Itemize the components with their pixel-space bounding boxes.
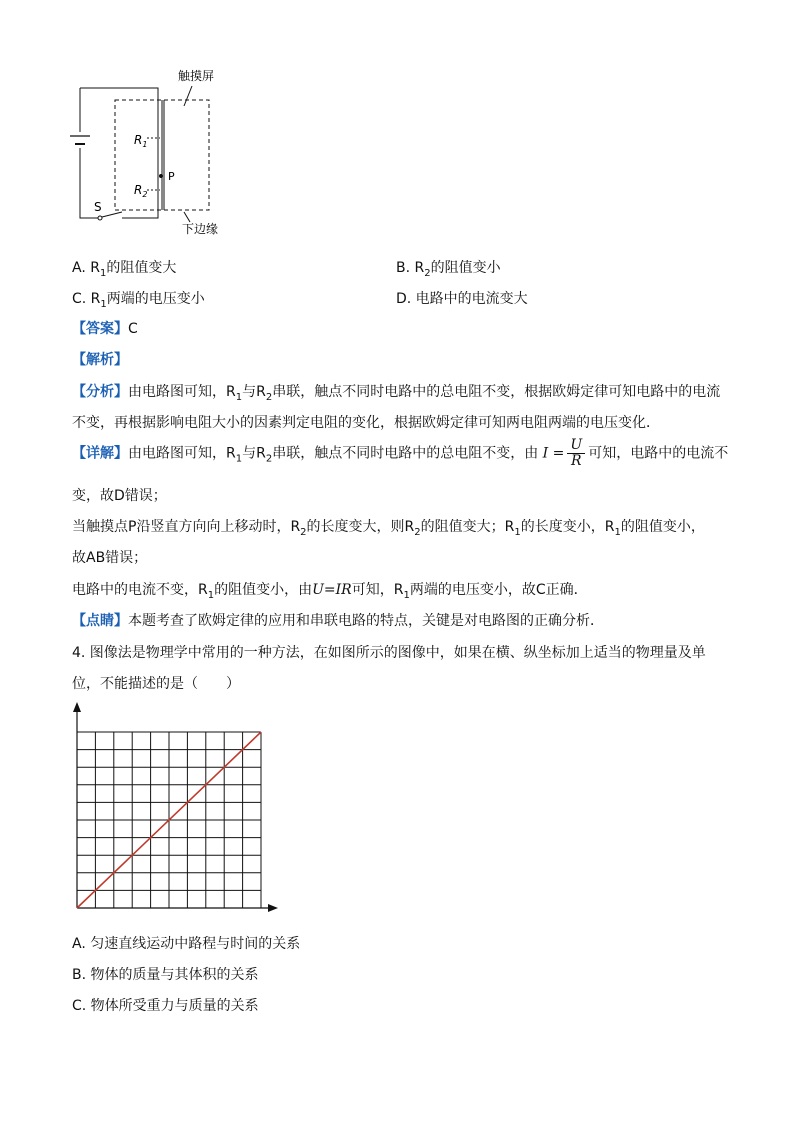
bottom-edge-label: 下边缘 xyxy=(182,222,219,236)
touch-screen-label: 触摸屏 xyxy=(178,69,215,83)
fenxi-line-2: 不变，再根据影响电阻大小的因素判定电阻的变化，根据欧姆定律可知两电阻两端的电压变化． xyxy=(72,415,660,431)
q4-stem-line-2: 位，不能描述的是（ ） xyxy=(72,676,240,692)
switch-label: S xyxy=(94,200,102,214)
answer-value: C xyxy=(128,321,138,337)
q4-option-b[interactable]: B. 物体的质量与其体积的关系 xyxy=(72,967,259,983)
r1-label: $R_1$ xyxy=(134,133,148,149)
dianjing-line: 【点睛】本题考查了欧姆定律的应用和串联电路的特点，关键是对电路图的正确分析． xyxy=(72,613,604,629)
q4-option-a[interactable]: A. 匀速直线运动中路程与时间的关系 xyxy=(72,936,301,952)
option-b[interactable]: B. $R_2$的阻值变小 xyxy=(396,260,501,279)
contact-point-icon xyxy=(159,174,163,178)
xiangjie-line-5: 电路中的电流不变，$R_1$的阻值变小，由U=IR可知，$R_1$两端的电压变小，故C正确． xyxy=(72,582,588,601)
x-axis-arrow-icon xyxy=(268,904,278,912)
switch-blade xyxy=(102,212,122,217)
q4-graph xyxy=(64,700,284,922)
fenxi-line-1: 【分析】由电路图可知，$R_1$与$R_2$串联，触点不同时电路中的总电阻不变，根据欧姆定律可知电路中的电流 xyxy=(72,384,721,403)
option-d[interactable]: D. 电路中的电流变大 xyxy=(396,291,528,307)
circuit-diagram xyxy=(60,66,280,241)
xiangjie-line-4: 故AB错误； xyxy=(72,550,148,566)
answer-line xyxy=(72,318,138,338)
analysis-heading: 【解析】 xyxy=(72,352,128,368)
xiangjie-line-3: 当触摸点P沿竖直方向向上移动时，$R_2$的长度变大，则$R_2$的阻值变大；$R_1$的长度变小，$R_1$的阻值变小， xyxy=(72,519,705,538)
formula-lhs: I = xyxy=(542,445,565,462)
q4-option-c[interactable]: C. 物体所受重力与质量的关系 xyxy=(72,998,259,1014)
option-c[interactable]: C. $R_1$两端的电压变小 xyxy=(72,291,205,310)
touch-screen-pointer xyxy=(184,86,192,106)
answer-tag: 【答案】 xyxy=(72,321,128,337)
p-label: P xyxy=(168,170,175,183)
ohm-fraction: $\frac{U}{R}$ xyxy=(567,438,585,469)
xiangjie-line-2: 变，故D错误； xyxy=(72,488,167,504)
xiangjie-line-1: 【详解】由电路图可知，$R_1$与$R_2$串联，触点不同时电路中的总电阻不变，由 I = $\frac{U}{R}$ 可知，电路中的电流不 xyxy=(72,437,729,469)
r2-label: $R_2$ xyxy=(134,183,148,199)
y-axis-arrow-icon xyxy=(73,702,81,712)
circuit-wire-left xyxy=(80,88,98,218)
q4-stem-line-1: 4. 图像法是物理学中常用的一种方法，在如图所示的图像中，如果在横、纵坐标加上适当的物理量及单 xyxy=(72,645,706,661)
bottom-edge-pointer xyxy=(184,212,190,222)
option-a[interactable]: A. $R_1$的阻值变大 xyxy=(72,260,177,279)
switch-contact-icon xyxy=(98,216,102,220)
